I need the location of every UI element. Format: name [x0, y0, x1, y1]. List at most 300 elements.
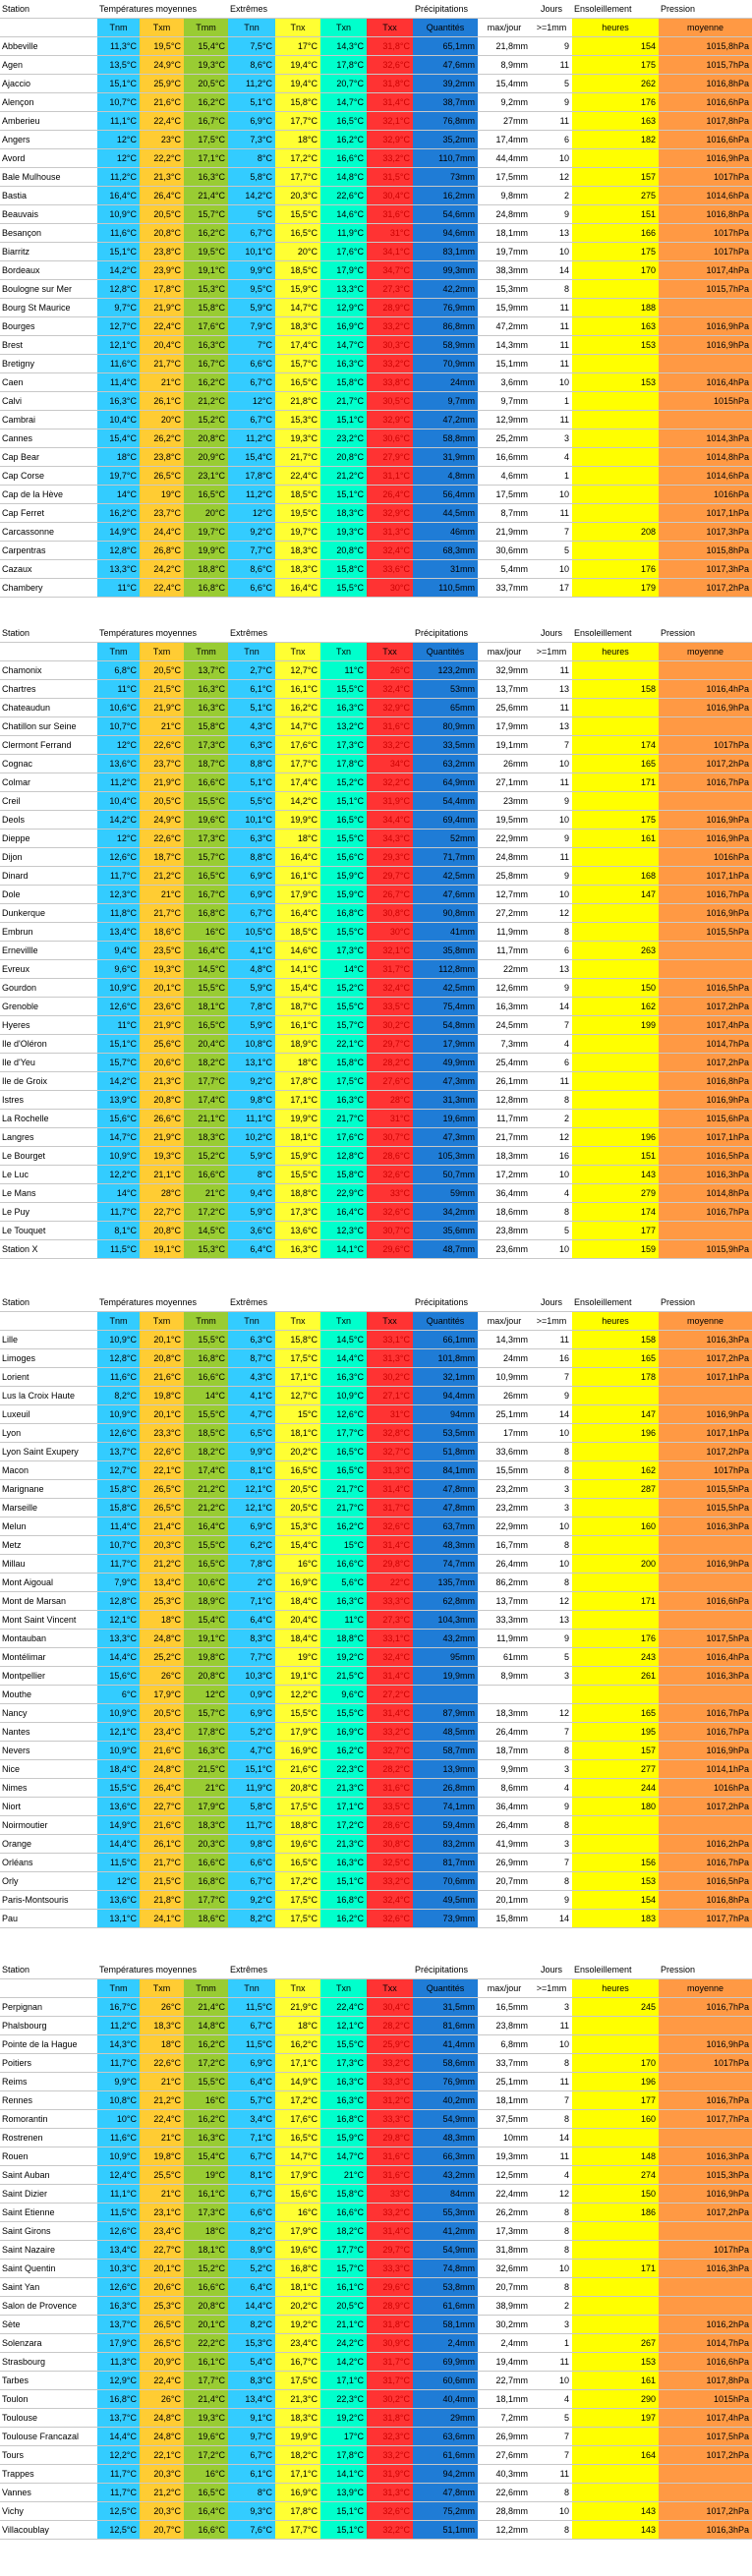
tnn-cell: 6,6°C: [228, 579, 275, 597]
header-station: Station: [0, 1961, 97, 1978]
maxjour-cell: 17,5mm: [478, 486, 531, 503]
sun-cell: 143: [572, 1166, 659, 1183]
jours-cell: 8: [531, 2204, 572, 2221]
tmm-cell: 16,4°C: [184, 2502, 228, 2520]
jours-cell: 4: [531, 448, 572, 466]
maxjour-cell: 30,2mm: [478, 2316, 531, 2333]
table-row: [0, 2446, 752, 2465]
txx-cell: 32,1°C: [367, 942, 413, 959]
tmm-cell: 19,9°C: [184, 542, 228, 559]
column-header-moyenne: moyenne: [659, 19, 752, 36]
station-name: Rennes: [0, 2091, 97, 2109]
txx-cell: 29,7°C: [367, 1035, 413, 1053]
table-row: [0, 2409, 752, 2428]
tnm-cell: 9,6°C: [97, 960, 140, 978]
tnm-cell: 14,4°C: [97, 1835, 140, 1853]
station-name: Vichy: [0, 2502, 97, 2520]
station-name: Ernevillle: [0, 942, 97, 959]
txx-cell: 32,6°C: [367, 1203, 413, 1221]
tnx-cell: 17,6°C: [275, 736, 320, 754]
txx-cell: 30,8°C: [367, 904, 413, 922]
station-name: Brest: [0, 336, 97, 354]
tnn-cell: 6,4°C: [228, 2073, 275, 2090]
sun-cell: 165: [572, 755, 659, 773]
tnx-cell: 18,1°C: [275, 1128, 320, 1146]
tmm-cell: 21,4°C: [184, 1998, 228, 2016]
sun-cell: [572, 661, 659, 679]
station-name: Montauban: [0, 1630, 97, 1647]
station-name: Trappes: [0, 2465, 97, 2483]
quantites-cell: 68,3mm: [413, 542, 478, 559]
tmm-cell: 18,5°C: [184, 1424, 228, 1442]
jours-cell: 7: [531, 523, 572, 541]
txm-cell: 23°C: [140, 131, 184, 148]
tnm-cell: 12°C: [97, 131, 140, 148]
pression-cell: 1015,7hPa: [659, 280, 752, 298]
quantites-cell: 61,6mm: [413, 2297, 478, 2315]
quantites-cell: 19,6mm: [413, 1110, 478, 1127]
tmm-cell: 16°C: [184, 2091, 228, 2109]
column-header-ge1mm: >=1mm: [531, 19, 572, 36]
tmm-cell: 17,7°C: [184, 2372, 228, 2389]
jours-cell: 8: [531, 1872, 572, 1890]
sun-cell: 162: [572, 1461, 659, 1479]
column-header-heures: heures: [572, 19, 659, 36]
txx-cell: 32,7°C: [367, 1742, 413, 1759]
txn-cell: 21,7°C: [320, 1499, 367, 1517]
quantites-cell: 101,8mm: [413, 1349, 478, 1367]
sun-cell: 151: [572, 1147, 659, 1165]
txm-cell: 21,8°C: [140, 1891, 184, 1909]
tnx-cell: 18,3°C: [275, 560, 320, 578]
txm-cell: 23,1°C: [140, 2204, 184, 2221]
tnm-cell: 14,9°C: [97, 1816, 140, 1834]
jours-cell: 12: [531, 1592, 572, 1610]
tnm-cell: 11,7°C: [97, 1203, 140, 1221]
quantites-cell: 29mm: [413, 2409, 478, 2427]
txn-cell: 16,6°C: [320, 2204, 367, 2221]
txx-cell: 31,5°C: [367, 168, 413, 186]
maxjour-cell: 21,8mm: [478, 37, 531, 55]
table-row: [0, 904, 752, 923]
txn-cell: 15,5°C: [320, 830, 367, 847]
tnm-cell: 13,4°C: [97, 923, 140, 941]
tnx-cell: 16,4°C: [275, 848, 320, 866]
quantites-cell: 104,3mm: [413, 1611, 478, 1629]
quantites-cell: 47,8mm: [413, 1499, 478, 1517]
tnx-cell: 17,7°C: [275, 112, 320, 130]
txx-cell: 32,4°C: [367, 680, 413, 698]
column-header-tnm: Tnm: [97, 1312, 140, 1330]
quantites-cell: 69,9mm: [413, 2353, 478, 2371]
tnn-cell: 7,7°C: [228, 1648, 275, 1666]
tmm-cell: 16,6°C: [184, 773, 228, 791]
tnn-cell: 8°C: [228, 2484, 275, 2501]
txn-cell: 11,9°C: [320, 224, 367, 242]
sun-cell: [572, 2428, 659, 2445]
pression-cell: [659, 2278, 752, 2296]
station-name: Rouen: [0, 2147, 97, 2165]
quantites-cell: 31,3mm: [413, 1091, 478, 1109]
tnx-cell: 17,9°C: [275, 1723, 320, 1741]
tnm-cell: 15,4°C: [97, 429, 140, 447]
maxjour-cell: 12,5mm: [478, 2166, 531, 2184]
txn-cell: 16,1°C: [320, 2278, 367, 2296]
tnm-cell: 11,6°C: [97, 224, 140, 242]
pression-cell: 1016,2hPa: [659, 2316, 752, 2333]
table-row: [0, 2017, 752, 2035]
pression-cell: 1016,3hPa: [659, 1166, 752, 1183]
tnx-cell: 16,2°C: [275, 2035, 320, 2053]
txx-cell: 32,4°C: [367, 1891, 413, 1909]
pression-cell: [659, 1536, 752, 1554]
txn-cell: 17,3°C: [320, 942, 367, 959]
sun-cell: [572, 1499, 659, 1517]
tnn-cell: 7,1°C: [228, 1592, 275, 1610]
tnm-cell: 10,7°C: [97, 717, 140, 735]
txn-cell: 21,1°C: [320, 2316, 367, 2333]
maxjour-cell: 47,2mm: [478, 317, 531, 335]
tnx-cell: 17,9°C: [275, 2222, 320, 2240]
table-row: [0, 2484, 752, 2502]
jours-cell: 4: [531, 2166, 572, 2184]
tnn-cell: 11,2°C: [228, 486, 275, 503]
station-name: Macon: [0, 1461, 97, 1479]
table-row: [0, 1016, 752, 1035]
tnx-cell: 20,3°C: [275, 187, 320, 204]
jours-cell: 9: [531, 830, 572, 847]
quantites-cell: 76,8mm: [413, 112, 478, 130]
txx-cell: 33,1°C: [367, 1331, 413, 1348]
tmm-cell: 20,9°C: [184, 448, 228, 466]
table-row: [0, 2278, 752, 2297]
tnm-cell: 11,1°C: [97, 112, 140, 130]
station-name: Saint Quentin: [0, 2260, 97, 2277]
txm-cell: 20,3°C: [140, 2502, 184, 2520]
maxjour-cell: 38,9mm: [478, 2297, 531, 2315]
tnm-cell: 12,4°C: [97, 2166, 140, 2184]
txx-cell: 33,3°C: [367, 1592, 413, 1610]
tnx-cell: 17,1°C: [275, 1368, 320, 1386]
tnm-cell: 12,5°C: [97, 2521, 140, 2539]
pression-cell: 1016,9hPa: [659, 904, 752, 922]
station-name: Romorantin: [0, 2110, 97, 2128]
maxjour-cell: 14,3mm: [478, 336, 531, 354]
pression-cell: 1016,3hPa: [659, 2521, 752, 2539]
maxjour-cell: 26,4mm: [478, 1723, 531, 1741]
txn-cell: 17,8°C: [320, 56, 367, 74]
maxjour-cell: 33,6mm: [478, 1443, 531, 1460]
jours-cell: 6: [531, 131, 572, 148]
pression-cell: 1015hPa: [659, 392, 752, 410]
sun-cell: [572, 2278, 659, 2296]
tnn-cell: 12°C: [228, 392, 275, 410]
txx-cell: 29,8°C: [367, 1555, 413, 1573]
maxjour-cell: 25,1mm: [478, 1405, 531, 1423]
tnn-cell: 10,3°C: [228, 1667, 275, 1685]
quantites-cell: 47,8mm: [413, 2484, 478, 2501]
tmm-cell: 18,1°C: [184, 2241, 228, 2259]
txx-cell: 32,2°C: [367, 2521, 413, 2539]
maxjour-cell: 4,6mm: [478, 467, 531, 485]
station-name: Niort: [0, 1798, 97, 1815]
station-name: Cap Ferret: [0, 504, 97, 522]
txx-cell: 33,2°C: [367, 149, 413, 167]
station-name: Angers: [0, 131, 97, 148]
tmm-cell: 20,5°C: [184, 75, 228, 92]
sun-cell: 277: [572, 1760, 659, 1778]
pression-cell: 1017,1hPa: [659, 1424, 752, 1442]
tnn-cell: 3,4°C: [228, 2110, 275, 2128]
txx-cell: 32,9°C: [367, 699, 413, 716]
table-row: [0, 205, 752, 224]
tnx-cell: 17,5°C: [275, 1349, 320, 1367]
tnn-cell: 7,9°C: [228, 317, 275, 335]
txm-cell: 19,1°C: [140, 1240, 184, 1258]
tmm-cell: 17,3°C: [184, 830, 228, 847]
txx-cell: 26,4°C: [367, 486, 413, 503]
tnm-cell: 10,8°C: [97, 2091, 140, 2109]
table-row: [0, 542, 752, 560]
table-row: [0, 1499, 752, 1517]
tnx-cell: 18,8°C: [275, 1184, 320, 1202]
jours-cell: 8: [531, 1203, 572, 1221]
tnn-cell: 6,4°C: [228, 1240, 275, 1258]
table-row: [0, 2054, 752, 2073]
tnn-cell: 5,2°C: [228, 2260, 275, 2277]
tnn-cell: 9,9°C: [228, 1443, 275, 1460]
tnn-cell: 6,9°C: [228, 1704, 275, 1722]
quantites-cell: 58,9mm: [413, 336, 478, 354]
header-pression: Pression: [659, 1961, 752, 1978]
tmm-cell: 20,8°C: [184, 1667, 228, 1685]
sun-cell: [572, 1574, 659, 1591]
jours-cell: 7: [531, 1368, 572, 1386]
pression-cell: 1016,6hPa: [659, 93, 752, 111]
tnn-cell: 7,7°C: [228, 542, 275, 559]
txm-cell: 25,3°C: [140, 1592, 184, 1610]
maxjour-cell: 18,6mm: [478, 1203, 531, 1221]
pression-cell: [659, 1574, 752, 1591]
column-header-ge1mm: >=1mm: [531, 1979, 572, 1997]
txm-cell: 22,4°C: [140, 2110, 184, 2128]
tmm-cell: 16,7°C: [184, 355, 228, 372]
table-row: [0, 1128, 752, 1147]
jours-cell: 8: [531, 923, 572, 941]
pression-cell: 1017,2hPa: [659, 579, 752, 597]
tnx-cell: 17,5°C: [275, 1910, 320, 1927]
tnm-cell: 11,3°C: [97, 37, 140, 55]
station-name: Saint Yan: [0, 2278, 97, 2296]
tnn-cell: 6,7°C: [228, 904, 275, 922]
tnm-cell: 11,4°C: [97, 373, 140, 391]
pression-cell: 1017hPa: [659, 243, 752, 260]
quantites-cell: 99,3mm: [413, 261, 478, 279]
txx-cell: 31,4°C: [367, 1667, 413, 1685]
maxjour-cell: 8,9mm: [478, 56, 531, 74]
tnm-cell: 15,6°C: [97, 1667, 140, 1685]
txn-cell: 16,5°C: [320, 1461, 367, 1479]
txn-cell: 14,1°C: [320, 1240, 367, 1258]
tnx-cell: 20,2°C: [275, 1443, 320, 1460]
pression-cell: 1015,5hPa: [659, 1499, 752, 1517]
tnx-cell: 17,1°C: [275, 2054, 320, 2072]
txx-cell: 33,3°C: [367, 2260, 413, 2277]
tnm-cell: 12°C: [97, 830, 140, 847]
tnn-cell: 6,7°C: [228, 1872, 275, 1890]
pression-cell: 1016,9hPa: [659, 699, 752, 716]
pression-cell: 1017,2hPa: [659, 1349, 752, 1367]
jours-cell: 8: [531, 1091, 572, 1109]
tnn-cell: 9,4°C: [228, 1184, 275, 1202]
txn-cell: 15,5°C: [320, 1704, 367, 1722]
pression-cell: 1017,8hPa: [659, 2372, 752, 2389]
tmm-cell: 18,9°C: [184, 1592, 228, 1610]
pression-cell: 1014,6hPa: [659, 187, 752, 204]
tnn-cell: 13,4°C: [228, 2390, 275, 2408]
tnx-cell: 16,4°C: [275, 904, 320, 922]
jours-cell: 12: [531, 904, 572, 922]
jours-cell: 5: [531, 75, 572, 92]
tmm-cell: 21,2°C: [184, 1480, 228, 1498]
quantites-cell: 70,6mm: [413, 1872, 478, 1890]
table-block: [0, 1293, 752, 1928]
txm-cell: 23,7°C: [140, 755, 184, 773]
quantites-cell: 69,4mm: [413, 811, 478, 829]
tnm-cell: 10,9°C: [97, 205, 140, 223]
station-name: Nimes: [0, 1779, 97, 1797]
sun-cell: 195: [572, 1723, 659, 1741]
tnm-cell: 14°C: [97, 1184, 140, 1202]
maxjour-cell: 9,2mm: [478, 93, 531, 111]
column-header-moyenne: moyenne: [659, 1979, 752, 1997]
tmm-cell: 21,5°C: [184, 1760, 228, 1778]
sun-cell: 279: [572, 1184, 659, 1202]
quantites-cell: 81,7mm: [413, 1854, 478, 1871]
txx-cell: 30,7°C: [367, 1128, 413, 1146]
station-name: Langres: [0, 1128, 97, 1146]
station-name: Mont Saint Vincent: [0, 1611, 97, 1629]
tnm-cell: 19,7°C: [97, 467, 140, 485]
txx-cell: 31,4°C: [367, 93, 413, 111]
maxjour-cell: 26,2mm: [478, 2204, 531, 2221]
txn-cell: 15,7°C: [320, 1016, 367, 1034]
table-row: [0, 2091, 752, 2110]
tnm-cell: 12,2°C: [97, 1166, 140, 1183]
pression-cell: 1016,9hPa: [659, 1742, 752, 1759]
sun-cell: 287: [572, 1480, 659, 1498]
quantites-cell: 65mm: [413, 699, 478, 716]
tnm-cell: 13,7°C: [97, 2409, 140, 2427]
txm-cell: 18°C: [140, 1611, 184, 1629]
tnm-cell: 12,8°C: [97, 542, 140, 559]
jours-cell: 9: [531, 979, 572, 997]
tnn-cell: 8,2°C: [228, 2222, 275, 2240]
tnm-cell: 13,1°C: [97, 1910, 140, 1927]
txn-cell: 22,6°C: [320, 187, 367, 204]
tnn-cell: 11,7°C: [228, 1816, 275, 1834]
txn-cell: 16,3°C: [320, 1592, 367, 1610]
tmm-cell: 17,5°C: [184, 131, 228, 148]
txx-cell: 31,6°C: [367, 717, 413, 735]
txn-cell: 17,8°C: [320, 755, 367, 773]
txx-cell: 28,9°C: [367, 2297, 413, 2315]
tnn-cell: 15,4°C: [228, 448, 275, 466]
tnx-cell: 16,5°C: [275, 373, 320, 391]
sun-cell: [572, 1611, 659, 1629]
station-name: Colmar: [0, 773, 97, 791]
tnx-cell: 16,9°C: [275, 1742, 320, 1759]
station-name: Alençon: [0, 93, 97, 111]
table-row: [0, 93, 752, 112]
sun-cell: [572, 542, 659, 559]
maxjour-cell: 33,7mm: [478, 579, 531, 597]
table-row: [0, 979, 752, 998]
txn-cell: 17,7°C: [320, 2241, 367, 2259]
tmm-cell: 16,1°C: [184, 2353, 228, 2371]
txx-cell: 27,3°C: [367, 1611, 413, 1629]
sun-cell: [572, 149, 659, 167]
table-row: [0, 1368, 752, 1387]
maxjour-cell: 40,3mm: [478, 2465, 531, 2483]
sun-cell: 170: [572, 261, 659, 279]
txm-cell: 13,4°C: [140, 1574, 184, 1591]
txn-cell: 14,7°C: [320, 2147, 367, 2165]
table-row: [0, 149, 752, 168]
txm-cell: 18°C: [140, 2035, 184, 2053]
sun-cell: 177: [572, 1222, 659, 1239]
tnm-cell: 11,8°C: [97, 904, 140, 922]
tnn-cell: 6,6°C: [228, 355, 275, 372]
maxjour-cell: 33,3mm: [478, 1611, 531, 1629]
column-header-tnx: Tnx: [275, 1312, 320, 1330]
maxjour-cell: 8,6mm: [478, 1779, 531, 1797]
maxjour-cell: 36,4mm: [478, 1798, 531, 1815]
table-row: [0, 2297, 752, 2316]
txn-cell: 17,6°C: [320, 1128, 367, 1146]
txx-cell: 30,3°C: [367, 336, 413, 354]
quantites-cell: 59,4mm: [413, 1816, 478, 1834]
txm-cell: 24,8°C: [140, 2428, 184, 2445]
maxjour-cell: 27,2mm: [478, 904, 531, 922]
tnn-cell: 4,7°C: [228, 1742, 275, 1759]
quantites-cell: 73,9mm: [413, 1910, 478, 1927]
tmm-cell: 14,5°C: [184, 1222, 228, 1239]
header-row: [0, 1961, 752, 1979]
tnn-cell: 13,1°C: [228, 1054, 275, 1071]
maxjour-cell: 19,3mm: [478, 2147, 531, 2165]
table-row: [0, 429, 752, 448]
maxjour-cell: 61mm: [478, 1648, 531, 1666]
quantites-cell: 16,2mm: [413, 187, 478, 204]
pression-cell: 1015,3hPa: [659, 2166, 752, 2184]
quantites-cell: 60,6mm: [413, 2372, 478, 2389]
tnn-cell: 10,2°C: [228, 1128, 275, 1146]
quantites-cell: 74,7mm: [413, 1555, 478, 1573]
maxjour-cell: 10mm: [478, 2129, 531, 2147]
tnn-cell: 7,6°C: [228, 2521, 275, 2539]
table-row: [0, 923, 752, 942]
txn-cell: 14,3°C: [320, 37, 367, 55]
table-row: [0, 1331, 752, 1349]
tnx-cell: 16,5°C: [275, 1461, 320, 1479]
tmm-cell: 16,4°C: [184, 1517, 228, 1535]
txn-cell: 15,5°C: [320, 579, 367, 597]
tmm-cell: 18,7°C: [184, 755, 228, 773]
txm-cell: 25,5°C: [140, 2166, 184, 2184]
tnx-cell: 15°C: [275, 1405, 320, 1423]
txn-cell: 16,8°C: [320, 904, 367, 922]
